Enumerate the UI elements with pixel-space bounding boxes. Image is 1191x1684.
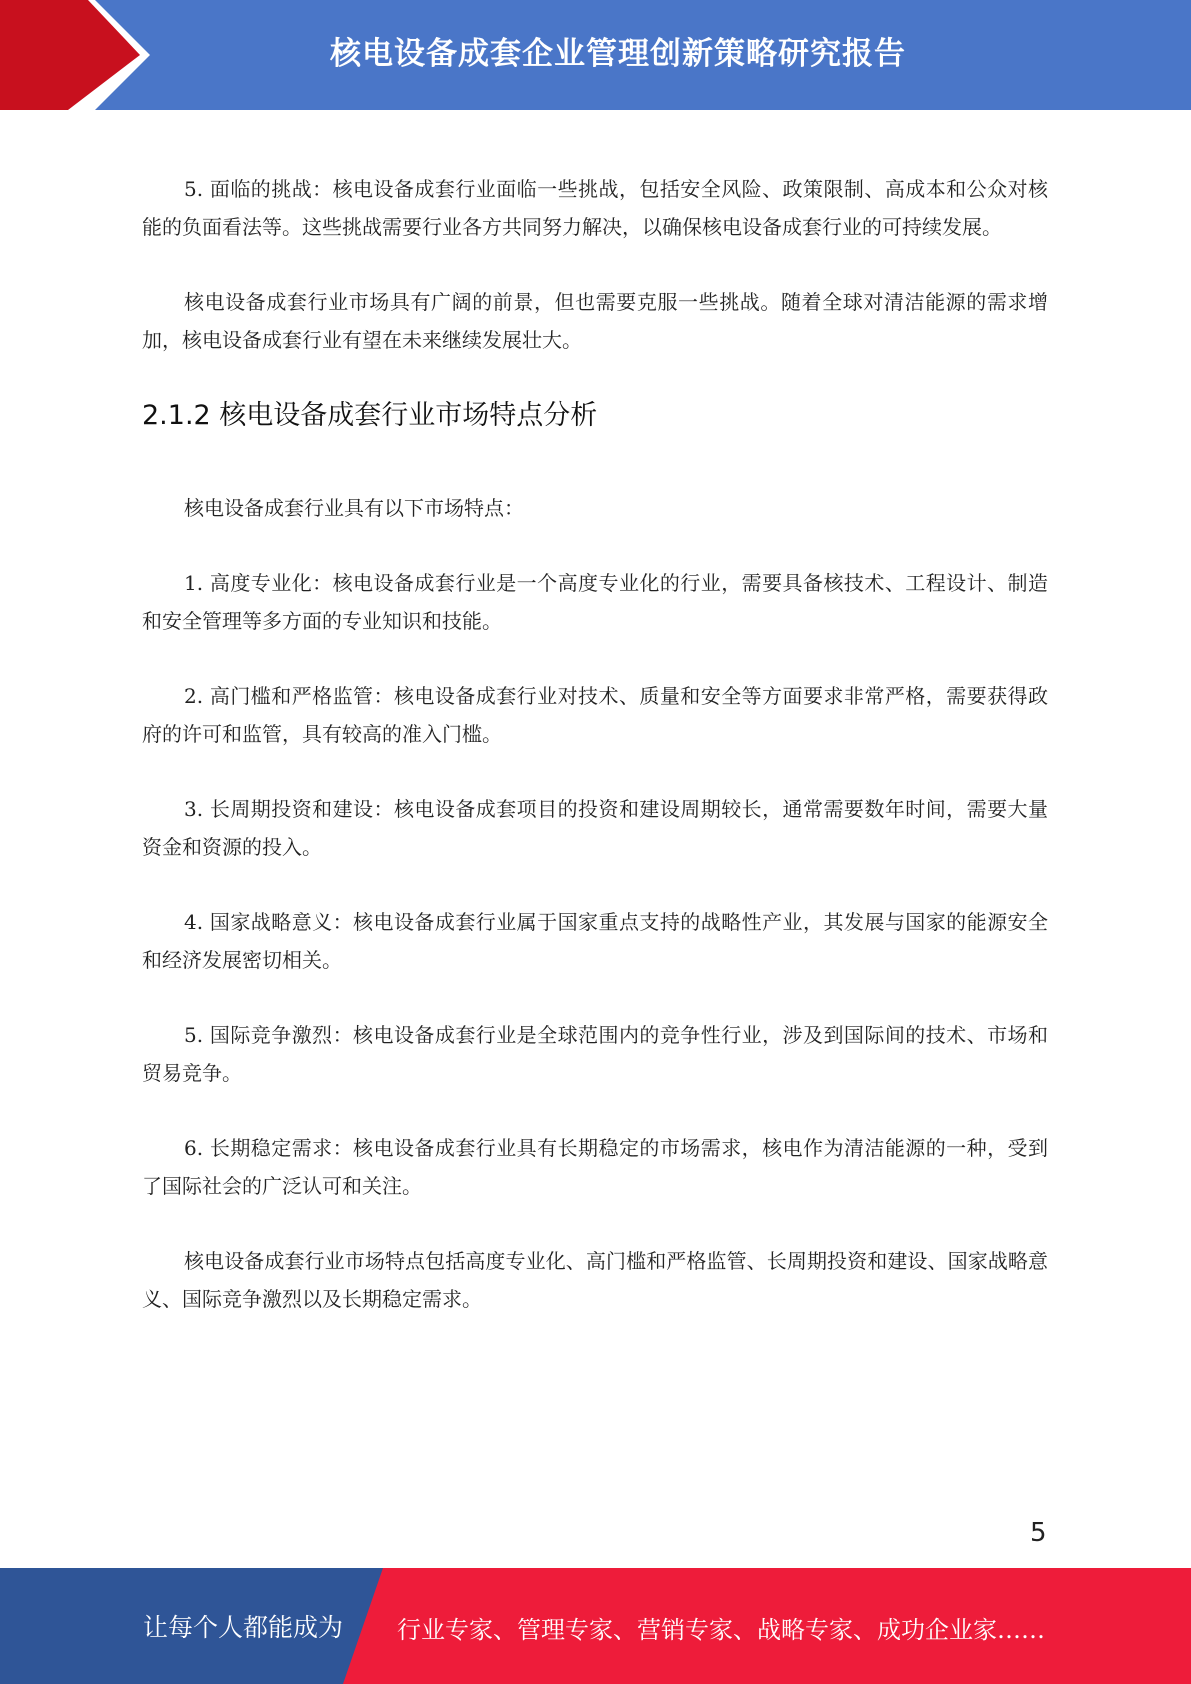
footer-slogan-right: 行业专家、管理专家、营销专家、战略专家、成功企业家…… — [397, 1616, 1045, 1644]
paragraph-point-4: 4. 国家战略意义：核电设备成套行业属于国家重点支持的战略性产业，其发展与国家的能源安全和经济发展密切相关。 — [142, 910, 1048, 972]
paragraph-point-6: 6. 长期稳定需求：核电设备成套行业具有长期稳定的市场需求，核电作为清洁能源的一种，受到了国际社会的广泛认可和关注。 — [142, 1136, 1048, 1198]
footer-slogan-left: 让每个人都能成为 — [143, 1613, 344, 1642]
report-title: 核电设备成套企业管理创新策略研究报告 — [330, 36, 906, 72]
header-arrow-decoration — [0, 0, 200, 110]
paragraph-challenges: 5. 面临的挑战：核电设备成套行业面临一些挑战，包括安全风险、政策限制、高成本和公众对核能的负面看法等。这些挑战需要行业各方共同努力解决，以确保核电设备成套行业的可持续发展。 — [142, 177, 1048, 239]
page-content — [142, 170, 1048, 1355]
paragraph-summary: 核电设备成套行业市场特点包括高度专业化、高门槛和严格监管、长周期投资和建设、国家战略意义、国际竞争激烈以及长期稳定需求。 — [142, 1249, 1048, 1311]
page-number: 5 — [1030, 1518, 1047, 1548]
paragraph-point-3: 3. 长周期投资和建设：核电设备成套项目的投资和建设周期较长，通常需要数年时间，需要大量资金和资源的投入。 — [142, 797, 1048, 859]
paragraph-point-5: 5. 国际竞争激烈：核电设备成套行业是全球范围内的竞争性行业，涉及到国际间的技术、市场和贸易竞争。 — [142, 1023, 1048, 1085]
paragraph-intro: 核电设备成套行业具有以下市场特点： — [184, 496, 524, 520]
paragraph-outlook: 核电设备成套行业市场具有广阔的前景，但也需要克服一些挑战。随着全球对清洁能源的需求增加，核电设备成套行业有望在未来继续发展壮大。 — [142, 290, 1048, 352]
page-header — [0, 0, 1191, 110]
section-heading: 2.1.2 核电设备成套行业市场特点分析 — [142, 400, 598, 431]
page-footer — [0, 1568, 1191, 1684]
paragraph-point-2: 2. 高门槛和严格监管：核电设备成套行业对技术、质量和安全等方面要求非常严格，需要获得政府的许可和监管，具有较高的准入门槛。 — [142, 684, 1048, 746]
paragraph-point-1: 1. 高度专业化：核电设备成套行业是一个高度专业化的行业，需要具备核技术、工程设计、制造和安全管理等多方面的专业知识和技能。 — [142, 571, 1048, 633]
